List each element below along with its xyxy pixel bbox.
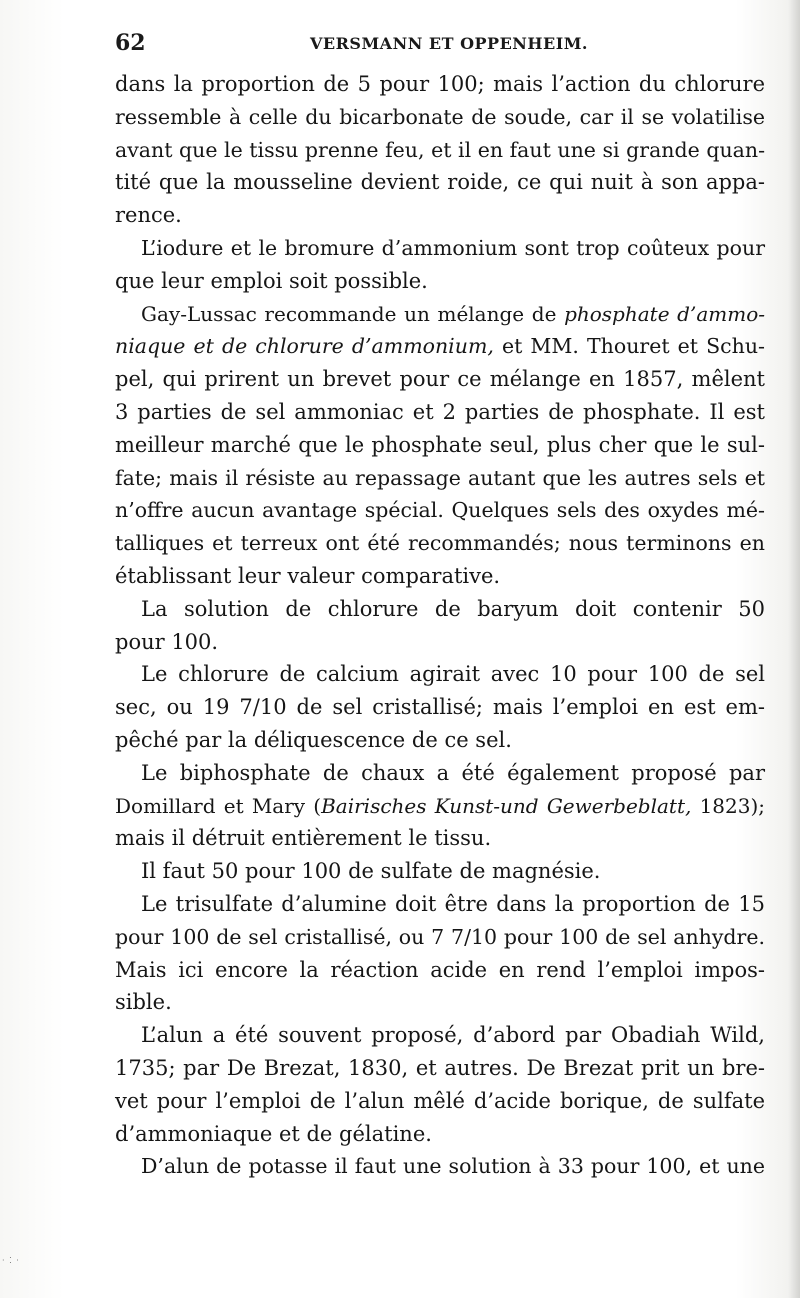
text-line: Il faut 50 pour 100 de sulfate de magnésie. <box>141 859 601 884</box>
text-line: meilleur marché que le phosphate seul, plus cher que le sul- <box>115 432 765 457</box>
text-line: Le trisulfate d’alumine doit être dans la proportion de 15 <box>141 891 765 916</box>
text-line: niaque et de chlorure d’ammonium, et MM. Thouret et Schu- <box>115 334 765 359</box>
text-line: talliques et terreux ont été recommandés; nous terminons en <box>115 531 765 556</box>
text-line: rence. <box>115 203 182 228</box>
text-line: ressemble à celle du bicarbonate de soude, car il se volatilise <box>115 104 765 129</box>
running-head: VERSMANN ET OPPENHEIM. <box>310 34 588 53</box>
page-number: 62 <box>115 30 146 56</box>
text-line: tité que la mousseline devient roide, ce qui nuit à son appa- <box>115 170 765 195</box>
text-line: pel, qui prirent un brevet pour ce mélange en 1857, mêlent <box>115 367 765 392</box>
text-line: vet pour l’emploi de l’alun mêlé d’acide borique, de sulfate <box>115 1088 765 1113</box>
text-line: que leur emploi soit possible. <box>115 268 428 293</box>
text-line: 1735; par De Brezat, 1830, et autres. De Brezat prit un bre- <box>115 1055 765 1080</box>
text-line: pêché par la déliquescence de ce sel. <box>115 727 512 752</box>
text-line: établissant leur valeur comparative. <box>115 563 501 588</box>
text-line: sec, ou 19 7/10 de sel cristallisé; mais l’emploi en est em- <box>115 695 765 720</box>
text-line: n’offre aucun avantage spécial. Quelques sels des oxydes mé- <box>115 498 765 523</box>
scan-speck: · ⁚ · <box>2 1256 20 1265</box>
text-line: La solution de chlorure de baryum doit contenir 50 <box>141 596 765 621</box>
text-line: avant que le tissu prenne feu, et il en faut une si grande quan- <box>115 137 765 162</box>
text-line: Gay-Lussac recommande un mélange de phosphate d’ammo- <box>141 301 765 326</box>
text-line: L’iodure et le bromure d’ammonium sont trop coûteux pour <box>141 235 765 260</box>
text-line: pour 100 de sel cristallisé, ou 7 7/10 pour 100 de sel anhydre. <box>115 924 765 949</box>
text-line: fate; mais il résiste au repassage autant que les autres sels et <box>115 465 765 490</box>
text-line: Mais ici encore la réaction acide en rend l’emploi impos- <box>115 957 765 982</box>
text-line: pour 100. <box>115 629 219 654</box>
text-line: Le biphosphate de chaux a été également proposé par <box>141 760 765 785</box>
text-line: Domillard et Mary (Bairisches Kunst-und Gewerbeblatt, 1823); <box>115 793 766 818</box>
text-line: Le chlorure de calcium agirait avec 10 pour 100 de sel <box>141 662 765 687</box>
page-edge-shadow <box>788 0 800 1298</box>
text-line: dans la proportion de 5 pour 100; mais l’action du chlorure <box>115 72 765 96</box>
text-line: L’alun a été souvent proposé, d’abord par Obadiah Wild, <box>141 1023 765 1048</box>
text-line: d’ammoniaque et de gélatine. <box>115 1121 432 1146</box>
text-line: sible. <box>115 990 172 1015</box>
text-line: D’alun de potasse il faut une solution à 33 pour 100, et une <box>141 1154 765 1179</box>
text-line: mais il détruit entièrement le tissu. <box>115 826 492 851</box>
text-line: 3 parties de sel ammoniac et 2 parties de phosphate. Il est <box>115 399 765 424</box>
body-text <box>115 68 765 1183</box>
page-header <box>115 30 765 60</box>
